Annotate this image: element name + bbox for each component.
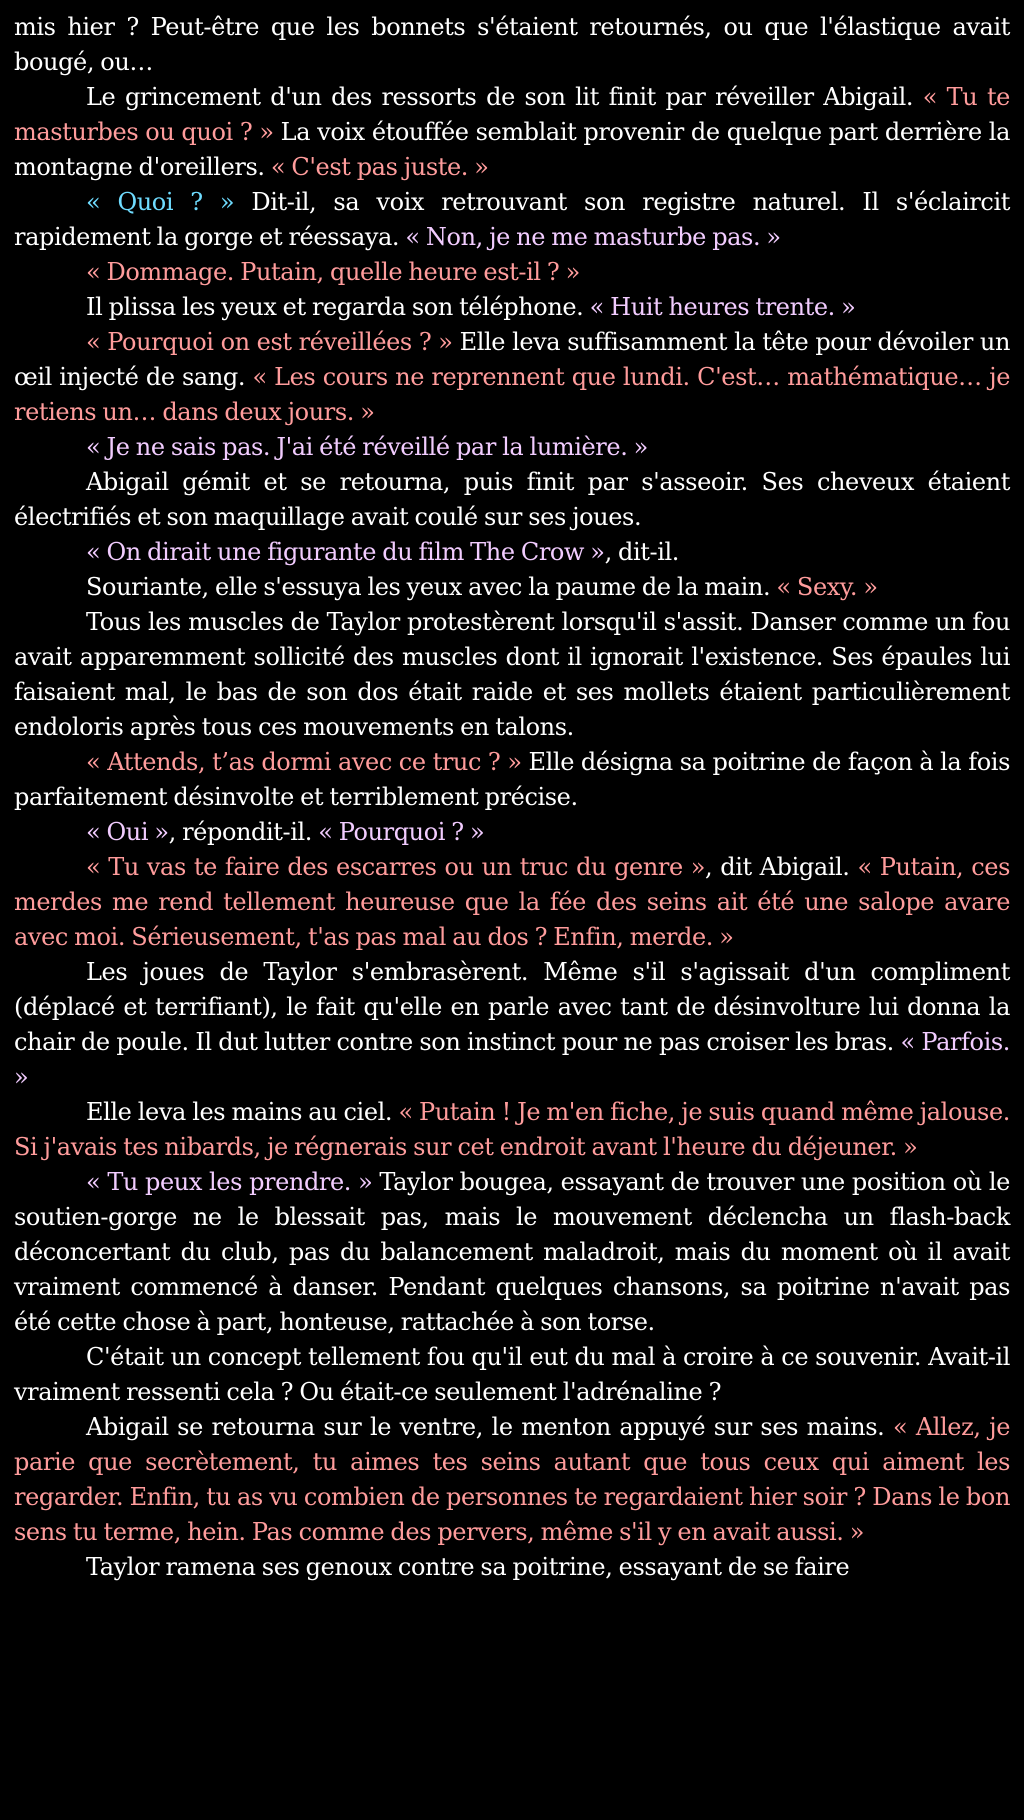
paragraph [14,255,1010,290]
dialogue-text: « Parfois. » [14,1028,1010,1091]
dialogue-text: « Dommage. Putain, quelle heure est-il ? » [86,258,580,286]
narration-text: Dit-il, sa voix retrouvant son registre naturel. Il s'éclaircit rapidement la gorge et réessaya. [14,188,1010,251]
paragraph [14,185,1010,255]
paragraph [14,1550,1010,1585]
narration-text: Taylor ramena ses genoux contre sa poitrine, essayant de se faire [86,1553,850,1581]
paragraph [14,430,1010,465]
paragraph [14,1410,1010,1550]
narration-text: Abigail gémit et se retourna, puis finit par s'asseoir. Ses cheveux étaient électrifiés et son maquillage avait coulé sur ses joues. [14,468,1010,531]
paragraph [14,1165,1010,1340]
paragraph [14,955,1010,1095]
narration-text: Taylor bougea, essayant de trouver une position où le soutien-gorge ne le blessait pas, mais le mouvement déclencha un flash-back déconcertant du club, pas du balancement maladroit, mais du moment où il avait vraiment commencé à danser. Pendant quelques chansons, sa poitrine n'avait pas été cette chose à part, honteuse, rattachée à son torse. [14,1168,1010,1336]
dialogue-text: « On dirait une figurante du film The Crow » [86,538,605,566]
narration-text: Il plissa les yeux et regarda son téléphone. [86,293,590,321]
paragraph [14,1340,1010,1410]
paragraph [14,605,1010,745]
dialogue-text: « Tu vas te faire des escarres ou un truc du genre » [86,853,706,881]
narration-text: Tous les muscles de Taylor protestèrent lorsqu'il s'assit. Danser comme un fou avait apparemment sollicité des muscles dont il ignorait l'existence. Ses épaules lui faisaient mal, le bas de son dos était raide et ses mollets étaient particulièrement endoloris après tous ces mouvements en talons. [14,608,1010,741]
paragraph [14,535,1010,570]
paragraph [14,850,1010,955]
narration-text: Le grincement d'un des ressorts de son lit finit par réveiller Abigail. [86,83,923,111]
narration-text: , dit-il. [604,538,680,566]
paragraph [14,745,1010,815]
dialogue-text: « Les cours ne reprennent que lundi. C'est… mathématique… je retiens un… dans deux jours. » [14,363,1010,426]
dialogue-text: « Putain, ces merdes me rend tellement heureuse que la fée des seins ait été une salope avare avec moi. Sérieusement, t'as pas mal au dos ? Enfin, merde. » [14,853,1010,951]
dialogue-text: « Attends, t’as dormi avec ce truc ? » [86,748,522,776]
paragraph [14,1095,1010,1165]
dialogue-text: « Quoi ? » [86,188,235,216]
dialogue-text: « Oui » [86,818,169,846]
paragraph [14,465,1010,535]
narration-text: Souriante, elle s'essuya les yeux avec la paume de la main. [86,573,777,601]
dialogue-text: « Sexy. » [776,573,878,601]
narration-text: , dit Abigail. [705,853,858,881]
paragraph [14,325,1010,430]
paragraph [14,80,1010,185]
dialogue-text: « Tu peux les prendre. » [86,1168,373,1196]
narration-text: Elle leva les mains au ciel. [86,1098,399,1126]
narration-text: C'était un concept tellement fou qu'il eut du mal à croire à ce souvenir. Avait-il vraiment ressenti cela ? Ou était-ce seulement l'adrénaline ? [14,1343,1010,1406]
narration-text: Elle désigna sa poitrine de façon à la fois parfaitement désinvolte et terriblement précise. [14,748,1010,811]
dialogue-text: « Non, je ne me masturbe pas. » [405,223,781,251]
narration-text: Les joues de Taylor s'embrasèrent. Même s'il s'agissait d'un compliment (déplacé et terrifiant), le fait qu'elle en parle avec tant de désinvolture lui donna la chair de poule. Il dut lutter contre son instinct pour ne pas croiser les bras. [14,958,1010,1056]
dialogue-text: « C'est pas juste. » [270,153,489,181]
narration-text: mis hier ? Peut-être que les bonnets s'étaient retournés, ou que l'élastique avait bougé, ou… [14,13,1010,76]
paragraph [14,10,1010,80]
paragraph [14,570,1010,605]
narration-text: Abigail se retourna sur le ventre, le menton appuyé sur ses mains. [86,1413,893,1441]
dialogue-text: « Putain ! Je m'en fiche, je suis quand même jalouse. Si j'avais tes nibards, je régnerais sur cet endroit avant l'heure du déjeuner. » [14,1098,1010,1161]
dialogue-text: « Je ne sais pas. J'ai été réveillé par la lumière. » [86,433,648,461]
dialogue-text: « Allez, je parie que secrètement, tu aimes tes seins autant que tous ceux qui aiment les regarder. Enfin, tu as vu combien de personnes te regardaient hier soir ? Dans le bon sens tu terme, hein. Pas comme des pervers, même s'il y en avait aussi. » [14,1413,1010,1546]
paragraph [14,290,1010,325]
dialogue-text: « Tu te masturbes ou quoi ? » [14,83,1010,146]
narration-text: , répondit-il. [168,818,319,846]
narration-text: Elle leva suffisamment la tête pour dévoiler un œil injecté de sang. [14,328,1011,391]
narration-text: La voix étouffée semblait provenir de quelque part derrière la montagne d'oreillers. [14,118,1010,181]
dialogue-text: « Pourquoi ? » [318,818,485,846]
dialogue-text: « Pourquoi on est réveillées ? » [86,328,453,356]
paragraph [14,815,1010,850]
dialogue-text: « Huit heures trente. » [589,293,856,321]
